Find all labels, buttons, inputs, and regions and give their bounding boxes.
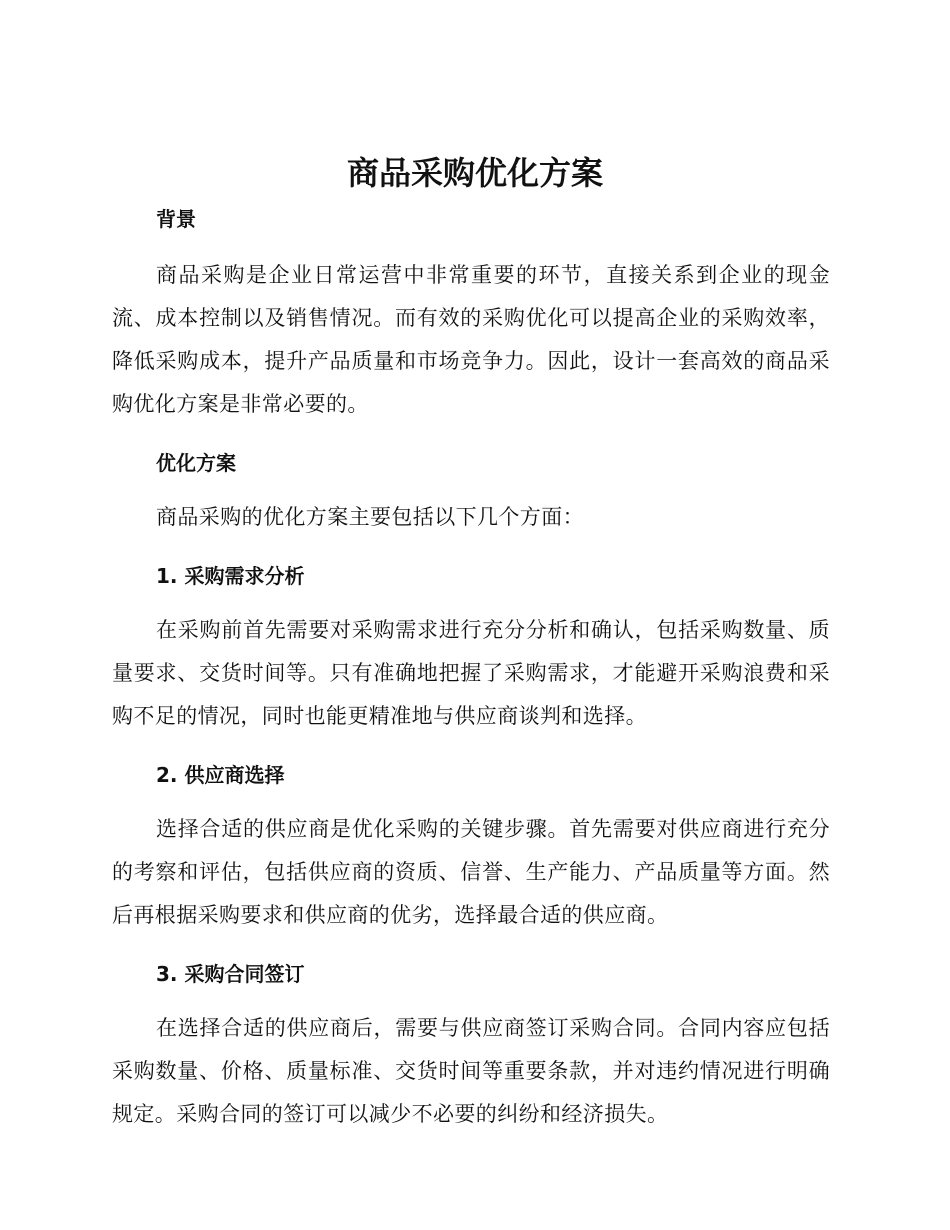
paragraph-contract-signing: 在选择合适的供应商后，需要与供应商签订采购合同。合同内容应包括采购数量、价格、质量标准、交货时间等重要条款，并对违约情况进行明确规定。采购合同的签订可以减少不必要的纠纷和经济损失。 xyxy=(112,1016,830,1126)
document-title: 商品采购优化方案 xyxy=(346,154,603,192)
section-heading-supplier-selection: 2. 供应商选择 xyxy=(156,763,285,787)
paragraph-supplier-selection: 选择合适的供应商是优化采购的关键步骤。首先需要对供应商进行充分的考察和评估，包括供应商的资质、信誉、生产能力、产品质量等方面。然后再根据采购要求和供应商的优劣，选择最合适的供应商。 xyxy=(112,817,830,927)
paragraph-background: 商品采购是企业日常运营中非常重要的环节，直接关系到企业的现金流、成本控制以及销售情况。而有效的采购优化可以提高企业的采购效率，降低采购成本，提升产品质量和市场竞争力。因此，设计一套高效的商品采购优化方案是非常必要的。 xyxy=(112,263,830,416)
section-heading-demand-analysis: 1. 采购需求分析 xyxy=(156,564,305,588)
paragraph-plan-intro: 商品采购的优化方案主要包括以下几个方面： xyxy=(156,505,584,529)
section-heading-plan: 优化方案 xyxy=(156,451,236,475)
paragraph-demand-analysis: 在采购前首先需要对采购需求进行充分分析和确认，包括采购数量、质量要求、交货时间等。只有准确地把握了采购需求，才能避开采购浪费和采购不足的情况，同时也能更精准地与供应商谈判和选择。 xyxy=(112,618,830,728)
section-heading-contract-signing: 3. 采购合同签订 xyxy=(156,962,305,986)
section-heading-background: 背景 xyxy=(156,207,196,231)
